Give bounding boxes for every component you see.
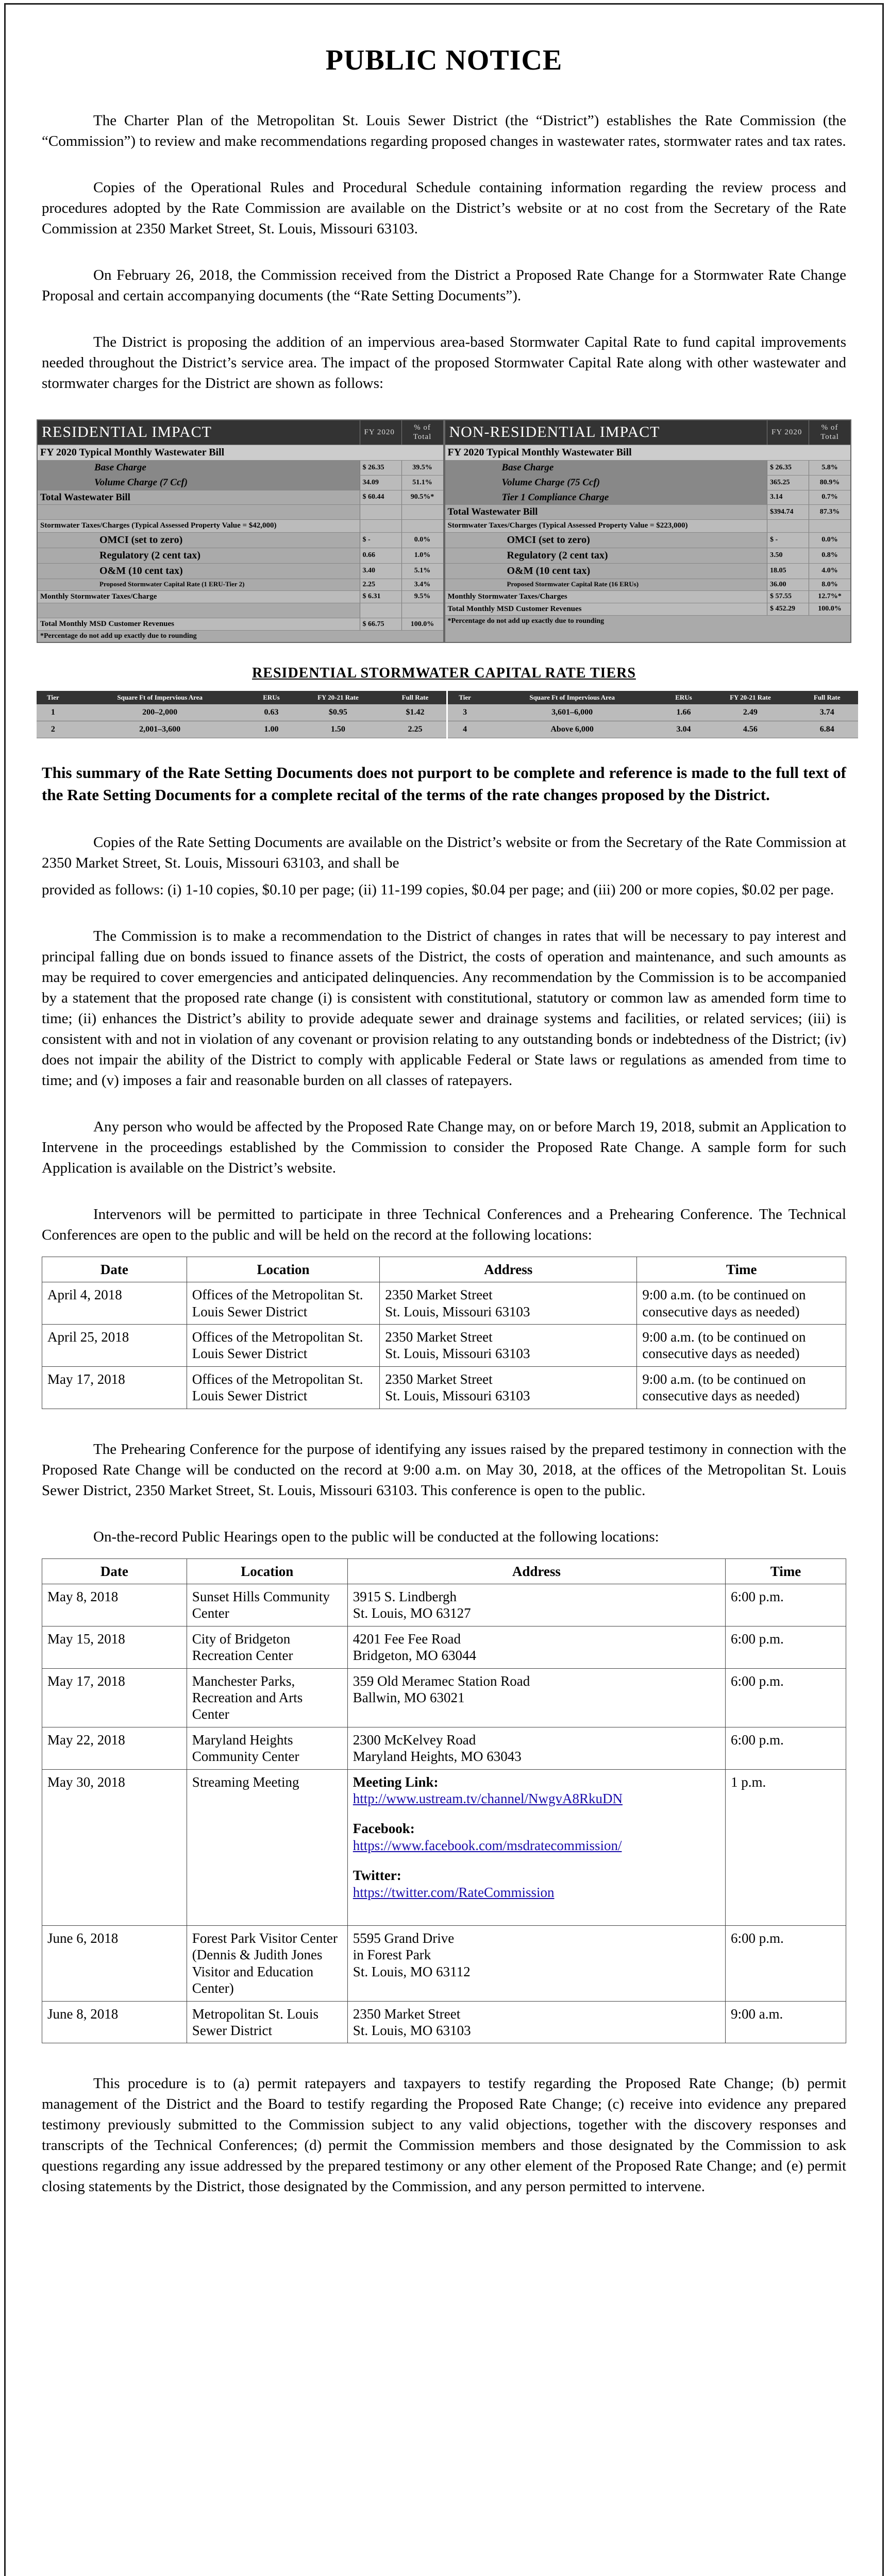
total-wastewater-amount: $ 60.44 [360,490,401,505]
paragraph-copies: Copies of the Rate Setting Documents are available on the District’s website or from the Secretary of the Rate Commission at 2350 Market Street, St. Louis, Missouri 63103, and shall be [42,834,846,871]
residential-subtitle: FY 2020 Typical Monthly Wastewater Bill [38,445,443,460]
tier-compliance-pct: 0.7% [809,490,851,505]
base-charge-amount: $ 26.35 [360,460,401,475]
meeting-link[interactable]: http://www.ustream.tv/channel/NwgvA8RkuDN [353,1790,623,1806]
om-pct: 5.1% [401,563,443,579]
regulatory-amount: 3.50 [767,548,809,563]
volume-charge-label: Volume Charge (75 Ccf) [445,475,767,490]
table-row: 1 200–2,000 0.63 $0.95 $1.42 3 3,601–6,000 1.66 2.49 3.74 [37,704,858,721]
table-row-streaming: May 30, 2018 Streaming Meeting Meeting Link: http://www.ustream.tv/channel/NwgvA8RkuDN Facebook: https://www.facebook.com/msdratecommission/ Twitter: https://twitter.com/RateCommission 1 p.m. [42,1769,846,1925]
residential-heading: RESIDENTIAL IMPACT [38,420,360,445]
col-pct: % of Total [401,420,443,445]
regulatory-amount: 0.66 [360,548,401,563]
om-label: O&M (10 cent tax) [445,563,767,579]
paragraph-proposed-rate-change: On February 26, 2018, the Commission received from the District a Proposed Rate Change for a Stormwater Rate Change Proposal and certain accompanying documents (the “Rate Setting Documents”). [42,267,846,304]
address-header: Address [347,1558,725,1584]
proposed-capital-rate-pct: 3.4% [401,579,443,590]
omci-pct: 0.0% [809,532,851,548]
base-charge-label: Base Charge [38,460,360,475]
paragraph-recommendation: The Commission is to make a recommendation to the District of changes in rates that will be necessary to pay interest and principal falling due on bonds issued to finance assets of the District, the costs of operation and maintenance, and such amounts as may be required to cover emergencies and anticipated delinquencies. Any recommendation by the Commission is to be accompanied by a statement that the proposed rate change (i) is consistent with constitutional, statutory or common law as amended form time to time; (ii) enhances the District’s ability to provide adequate sewer and drainage systems and facilities, or related services; (iii) is consistent with and not in violation of any covenant or provision relating to any outstanding bonds or indebtedness of the District; (iv) does not impair the ability of the District to comply with applicable Federal or State laws or regulations as amended from time to time; and (v) imposes a fair and reasonable burden on all classes of ratepayers. [42,927,846,1089]
omci-amount: $ - [767,532,809,548]
omci-amount: $ - [360,532,401,548]
public-notice-page [4,3,884,2576]
om-amount: 18.05 [767,563,809,579]
total-msd-pct: 100.0% [401,618,443,631]
time-header: Time [637,1257,846,1282]
monthly-stormwater-label: Monthly Stormwater Taxes/Charge [38,590,360,603]
total-wastewater-amount: $394.74 [767,505,809,520]
proposed-capital-rate-amount: 36.00 [767,579,809,590]
proposed-capital-rate-amount: 2.25 [360,579,401,590]
volume-charge-label: Volume Charge (7 Ccf) [38,475,360,490]
regulatory-pct: 1.0% [401,548,443,563]
omci-label: OMCI (set to zero) [445,532,767,548]
full-rate-header: Full Rate [383,691,447,704]
monthly-stormwater-pct: 12.7%* [809,590,851,603]
paragraph-public-hearings: On-the-record Public Hearings open to the public will be conducted at the following locations: [93,1528,659,1545]
base-charge-label: Base Charge [445,460,767,475]
regulatory-label: Regulatory (2 cent tax) [38,548,360,563]
total-msd-label: Total Monthly MSD Customer Revenues [38,618,360,631]
summary-disclaimer: This summary of the Rate Setting Documents does not purport to be complete and reference is made to the full text of the Rate Setting Documents for a complete recital of the terms of the rate changes proposed by the District. [42,764,846,804]
rate-impact-summary [37,419,851,738]
total-msd-amount: $ 66.75 [360,618,401,631]
table-row: May 22, 2018 Maryland Heights Community Center 2300 McKelvey Road Maryland Heights, MO 63043 6:00 p.m. [42,1727,846,1769]
omci-pct: 0.0% [401,532,443,548]
location-header: Location [187,1558,347,1584]
tier-header: Tier [37,691,70,704]
address-header: Address [380,1257,637,1282]
regulatory-label: Regulatory (2 cent tax) [445,548,767,563]
proposed-capital-rate-label: Proposed Stormwater Capital Rate (1 ERU-Tier 2) [38,579,360,590]
erus-header: ERUs [663,691,705,704]
tier-compliance-label: Tier 1 Compliance Charge [445,490,767,505]
total-wastewater-label: Total Wastewater Bill [445,505,767,520]
monthly-stormwater-pct: 9.5% [401,590,443,603]
total-wastewater-pct: 90.5%* [401,490,443,505]
volume-charge-pct: 51.1% [401,475,443,490]
total-wastewater-label: Total Wastewater Bill [38,490,360,505]
total-msd-label: Total Monthly MSD Customer Revenues [445,603,767,615]
erus-header: ERUs [250,691,293,704]
public-hearings-table [42,1558,846,2044]
volume-charge-amount: 34.09 [360,475,401,490]
table-row: 2 2,001–3,600 1.00 1.50 2.25 4 Above 6,000 3.04 4.56 6.84 [37,721,858,738]
twitter-link[interactable]: https://twitter.com/RateCommission [353,1884,555,1900]
rounding-note: *Percentage do not add up exactly due to rounding [40,632,197,640]
table-row: June 8, 2018 Metropolitan St. Louis Sewer District 2350 Market Street St. Louis, MO 63103 9:00 a.m. [42,2001,846,2043]
monthly-stormwater-amount: $ 6.31 [360,590,401,603]
nonresidential-subtitle: FY 2020 Typical Monthly Wastewater Bill [445,445,851,460]
stormwater-label: Stormwater Taxes/Charges (Typical Assessed Property Value = $223,000) [445,520,767,532]
proposed-capital-rate-pct: 8.0% [809,579,851,590]
sqft-header: Square Ft of Impervious Area [482,691,663,704]
col-fy: FY 2020 [360,420,401,445]
omci-label: OMCI (set to zero) [38,532,360,548]
paragraph-intervene: Any person who would be affected by the Proposed Rate Change may, on or before March 19, 2018, submit an Application to Intervene in the proceedings established by the Commission to consider the Proposed Rate Change. A sample form for such Application is available on the District’s website. [42,1118,846,1176]
facebook-link[interactable]: https://www.facebook.com/msdratecommission/ [353,1837,622,1853]
paragraph-charter: The Charter Plan of the Metropolitan St. Louis Sewer District (the “District”) establishes the Rate Commission (the “Commission”) to review and make recommendations regarding proposed changes in wastewater rates, stormwater rates and tax rates. [42,112,846,150]
tier-compliance-amount: 3.14 [767,490,809,505]
table-row: May 17, 2018 Manchester Parks, Recreation and Arts Center 359 Old Meramec Station Road Ballwin, MO 63021 6:00 p.m. [42,1668,846,1727]
om-amount: 3.40 [360,563,401,579]
page-title: PUBLIC NOTICE [325,44,563,76]
date-header: Date [42,1257,187,1282]
regulatory-pct: 0.8% [809,548,851,563]
rate-tiers-table [37,691,858,738]
proposed-capital-rate-label: Proposed Stormwater Capital Rate (16 ERUs) [445,579,767,590]
date-header: Date [42,1558,187,1584]
paragraph-stormwater-capital-rate: The District is proposing the addition of an impervious area-based Stormwater Capital Rate to fund capital improvements needed throughout the District’s service area. The impact of the proposed Stormwater Capital Rate along with other wastewater and stormwater charges for the District are shown as follows: [42,334,846,392]
technical-conferences-table [42,1257,846,1409]
table-row: April 4, 2018 Offices of the Metropolitan St. Louis Sewer District 2350 Market Street St. Louis, Missouri 63103 9:00 a.m. (to be continued on consecutive days as needed) [42,1282,846,1325]
location-header: Location [187,1257,379,1282]
paragraph-copy-pricing: provided as follows: (i) 1-10 copies, $0.10 per page; (ii) 11-199 copies, $0.04 per page; and (iii) 200 or more copies, $0.02 per page. [42,881,834,898]
table-row: June 6, 2018 Forest Park Visitor Center (Dennis & Judith Jones Visitor and Education Center) 5595 Grand Drive in Forest Park St. Louis, MO 63112 6:00 p.m. [42,1925,846,2001]
stormwater-label: Stormwater Taxes/Charges (Typical Assessed Property Value = $42,000) [38,520,360,532]
residential-impact-panel [37,419,444,643]
fy-rate-header: FY 20-21 Rate [705,691,796,704]
tiers-title: RESIDENTIAL STORMWATER CAPITAL RATE TIERS [252,665,636,682]
monthly-stormwater-label: Monthly Stormwater Taxes/Charges [445,590,767,603]
total-msd-pct: 100.0% [809,603,851,615]
base-charge-pct: 5.8% [809,460,851,475]
nonresidential-heading: NON-RESIDENTIAL IMPACT [445,420,767,445]
monthly-stormwater-amount: $ 57.55 [767,590,809,603]
col-fy: FY 2020 [767,420,809,445]
time-header: Time [725,1558,846,1584]
volume-charge-amount: 365.25 [767,475,809,490]
sqft-header: Square Ft of Impervious Area [70,691,250,704]
facebook-label: Facebook: [353,1821,415,1837]
total-msd-amount: $ 452.29 [767,603,809,615]
nonresidential-impact-panel [444,419,852,643]
tier-header: Tier [447,691,482,704]
col-pct: % of Total [809,420,851,445]
base-charge-amount: $ 26.35 [767,460,809,475]
meeting-link-label: Meeting Link: [353,1774,439,1790]
table-row: May 15, 2018 City of Bridgeton Recreation Center 4201 Fee Fee Road Bridgeton, MO 63044 6:00 p.m. [42,1626,846,1668]
paragraph-operational-rules: Copies of the Operational Rules and Procedural Schedule containing information regarding the review process and procedures adopted by the Rate Commission are available on the District’s website or at no cost from the Secretary of the Rate Commission at 2350 Market Street, St. Louis, Missouri 63103. [42,179,846,238]
base-charge-pct: 39.5% [401,460,443,475]
paragraph-procedure: This procedure is to (a) permit ratepayers and taxpayers to testify regarding the Proposed Rate Change; (b) permit management of the District and the Board to testify regarding the Proposed Rate Change; (c) receive into evidence any prepared testimony previously submitted to the Commission subject to any valid objections, together with the discovery responses and transcripts of the Technical Conferences; (d) permit the Commission members and those designated by the Commission to ask questions regarding any issue addressed by the prepared testimony or any other element of the Proposed Rate Change; and (e) permit closing statements by the District, those designated by the Commission, and any person permitted to intervene. [42,2075,846,2195]
om-pct: 4.0% [809,563,851,579]
fy-rate-header: FY 20-21 Rate [292,691,383,704]
full-rate-header: Full Rate [796,691,858,704]
total-wastewater-pct: 87.3% [809,505,851,520]
om-label: O&M (10 cent tax) [38,563,360,579]
volume-charge-pct: 80.9% [809,475,851,490]
table-row: May 8, 2018 Sunset Hills Community Center 3915 S. Lindbergh St. Louis, MO 63127 6:00 p.m. [42,1584,846,1626]
twitter-label: Twitter: [353,1868,401,1884]
paragraph-intervenors: Intervenors will be permitted to participate in three Technical Conferences and a Prehearing Conference. The Technical Conferences are open to the public and will be held on the record at the following locations: [42,1206,846,1243]
table-row: May 17, 2018 Offices of the Metropolitan St. Louis Sewer District 2350 Market Street St. Louis, Missouri 63103 9:00 a.m. (to be continued on consecutive days as needed) [42,1366,846,1409]
rounding-note: *Percentage do not add up exactly due to rounding [447,617,605,625]
paragraph-prehearing: The Prehearing Conference for the purpose of identifying any issues raised by the prepared testimony in connection with the Proposed Rate Change will be conducted on the record at 9:00 a.m. on May 30, 2018, at the offices of the Metropolitan St. Louis Sewer District, 2350 Market Street, St. Louis, Missouri 63103. This conference is open to the public. [42,1440,846,1499]
table-row: April 25, 2018 Offices of the Metropolitan St. Louis Sewer District 2350 Market Street St. Louis, Missouri 63103 9:00 a.m. (to be continued on consecutive days as needed) [42,1325,846,1367]
